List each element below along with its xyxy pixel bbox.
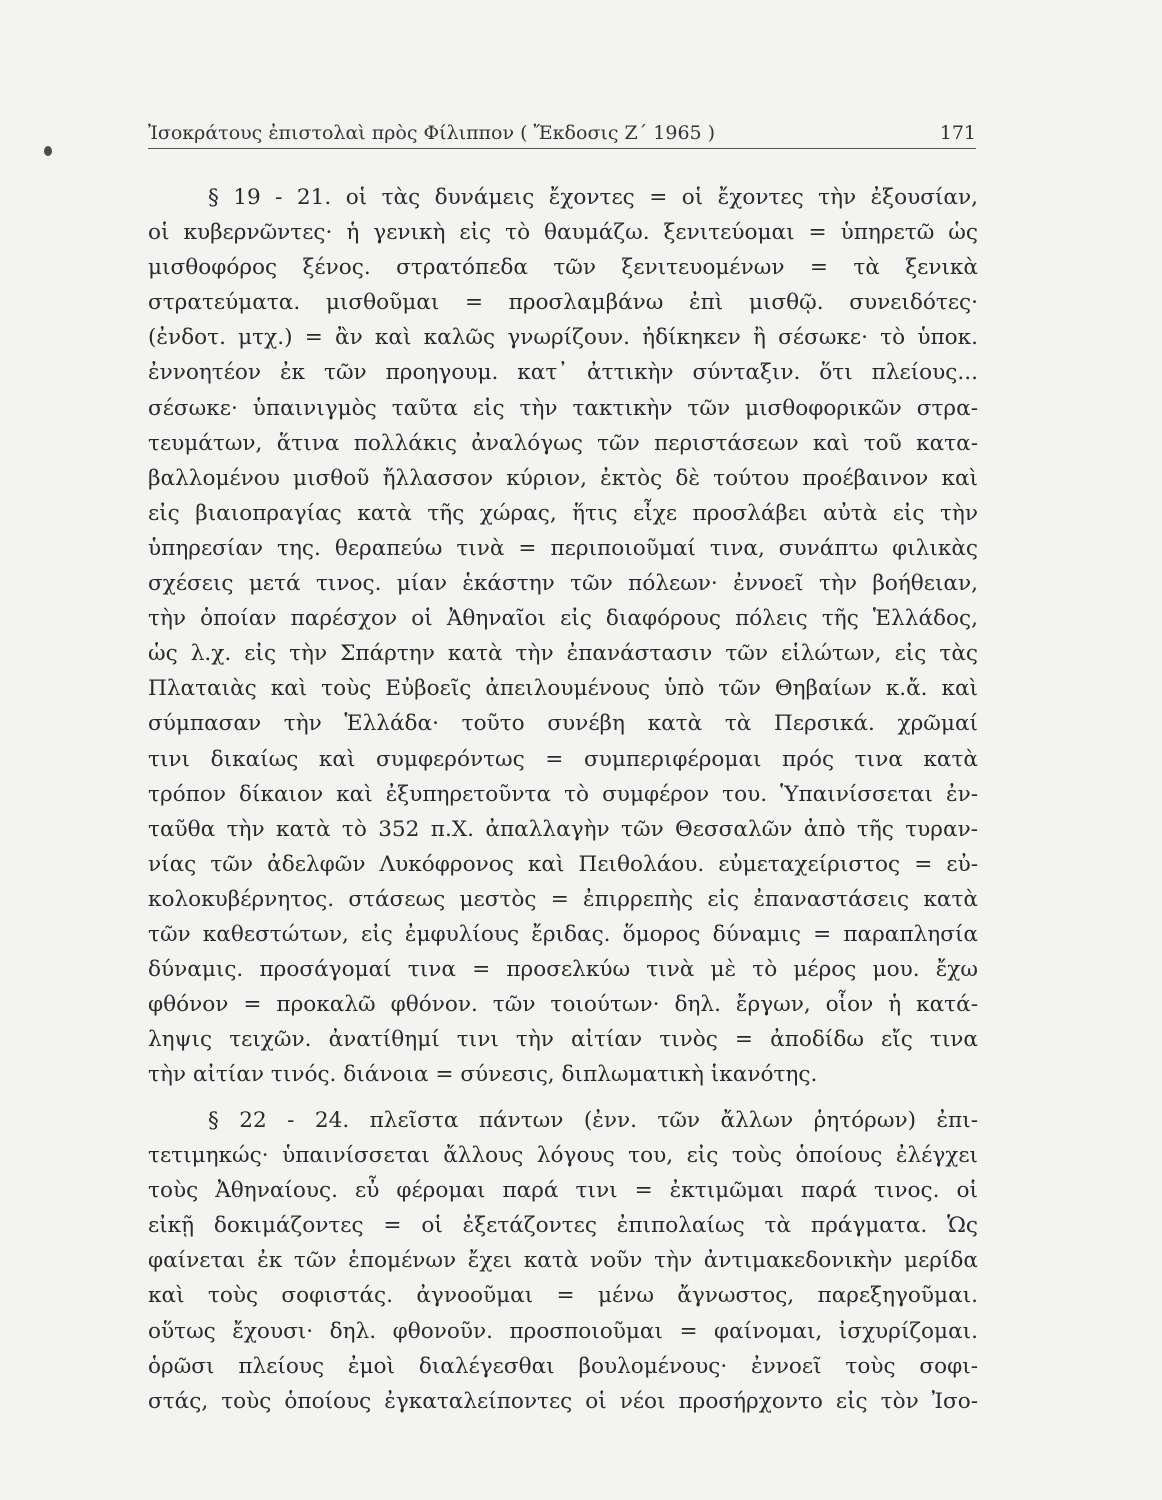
running-title: Ἰσοκράτους ἐπιστολαὶ πρὸς Φίλιππον ( Ἔκδοσις Ζ΄ 1965 ) bbox=[148, 122, 716, 144]
text-line: ἐννοητέον ἐκ τῶν προηγουμ. κατ᾽ ἀττικὴν σύνταξιν. ὅτι πλείους... bbox=[148, 360, 978, 386]
text-line: βαλλομένου μισθοῦ ἤλλασσον κύριον, ἐκτὸς δὲ τούτου προέβαινον καὶ bbox=[148, 465, 978, 491]
text-line: καὶ τοὺς σοφιστάς. ἀγνοοῦμαι = μένω ἄγνωστος, παρεξηγοῦμαι. bbox=[148, 1283, 978, 1309]
text-line: νίας τῶν ἀδελφῶν Λυκόφρονος καὶ Πειθολάου. εὐμεταχείριστος = εὐ- bbox=[148, 851, 978, 877]
running-header bbox=[148, 122, 976, 149]
margin-dot-icon bbox=[44, 146, 52, 156]
text-line: κολοκυβέρνητος. στάσεως μεστὸς = ἐπιρρεπὴς εἰς ἐπαναστάσεις κατὰ bbox=[148, 886, 978, 912]
text-line: εἰς βιαιοπραγίας κατὰ τῆς χώρας, ἥτις εἶχε προσλάβει αὐτὰ εἰς τὴν bbox=[148, 500, 978, 526]
text-line: ὁρῶσι πλείους ἐμοὶ διαλέγεσθαι βουλομένους· ἐννοεῖ τοὺς σοφι- bbox=[148, 1353, 978, 1379]
text-line: στάς, τοὺς ὁποίους ἐγκαταλείποντες οἱ νέοι προσήρχοντο εἰς τὸν Ἰσο- bbox=[148, 1388, 978, 1414]
text-line: ὑπηρεσίαν της. θεραπεύω τινὰ = περιποιοῦμαί τινα, συνάπτω φιλικὰς bbox=[148, 535, 978, 561]
text-line: τῶν καθεστώτων, εἰς ἐμφυλίους ἔριδας. ὅμορος δύναμις = παραπλησία bbox=[148, 921, 978, 947]
text-line: τὴν ὁποίαν παρέσχον οἱ Ἀθηναῖοι εἰς διαφόρους πόλεις τῆς Ἑλλάδος, bbox=[148, 606, 978, 632]
text-line: οἱ κυβερνῶντες· ἡ γενικὴ εἰς τὸ θαυμάζω. ξενιτεύομαι = ὑπηρετῶ ὡς bbox=[148, 220, 978, 246]
commentary-paragraph-19-21 bbox=[148, 180, 978, 1092]
text-line: σχέσεις μετά τινος. μίαν ἑκάστην τῶν πόλεων· ἐννοεῖ τὴν βοήθειαν, bbox=[148, 571, 978, 597]
text-line: § 19 - 21. οἱ τὰς δυνάμεις ἔχοντες = οἱ ἔχοντες τὴν ἐξουσίαν, bbox=[208, 185, 978, 210]
text-line: εἰκῇ δοκιμάζοντες = οἱ ἐξετάζοντες ἐπιπολαίως τὰ πράγματα. Ὡς bbox=[148, 1213, 978, 1239]
text-line: δύναμις. προσάγομαί τινα = προσελκύω τινὰ μὲ τὸ μέρος μου. ἔχω bbox=[148, 957, 978, 983]
text-line: φθόνον = προκαλῶ φθόνον. τῶν τοιούτων· δηλ. ἔργων, οἷον ἡ κατά- bbox=[148, 992, 978, 1018]
text-line: φαίνεται ἐκ τῶν ἑπομένων ἔχει κατὰ νοῦν τὴν ἀντιμακεδονικὴν μερίδα bbox=[148, 1248, 978, 1274]
text-line: § 22 - 24. πλεῖστα πάντων (ἐνν. τῶν ἄλλων ῥητόρων) ἐπι- bbox=[208, 1108, 978, 1133]
text-line: τετιμηκώς· ὑπαινίσσεται ἄλλους λόγους του, εἰς τοὺς ὁποίους ἐλέγχει bbox=[148, 1143, 978, 1169]
text-line: στρατεύματα. μισθοῦμαι = προσλαμβάνω ἐπὶ μισθῷ. συνειδότες· bbox=[148, 290, 978, 316]
text-line: ληψις τειχῶν. ἀνατίθημί τινι τὴν αἰτίαν τινὸς = ἀποδίδω εἴς τινα bbox=[148, 1027, 978, 1053]
text-line: τευμάτων, ἅτινα πολλάκις ἀναλόγως τῶν περιστάσεων καὶ τοῦ κατα- bbox=[148, 430, 978, 456]
text-line: μισθοφόρος ξένος. στρατόπεδα τῶν ξενιτευομένων = τὰ ξενικὰ bbox=[148, 255, 978, 281]
text-line: σέσωκε· ὑπαινιγμὸς ταῦτα εἰς τὴν τακτικὴν τῶν μισθοφορικῶν στρα- bbox=[148, 395, 978, 421]
text-line: τοὺς Ἀθηναίους. εὖ φέρομαι παρά τινι = ἐκτιμῶμαι παρά τινος. οἱ bbox=[148, 1178, 978, 1204]
commentary-paragraph-22-24 bbox=[148, 1103, 978, 1419]
page-number: 171 bbox=[939, 122, 976, 144]
text-line: τινι δικαίως καὶ συμφερόντως = συμπεριφέρομαι πρός τινα κατὰ bbox=[148, 746, 978, 772]
text-line: Πλαταιὰς καὶ τοὺς Εὐβοεῖς ἀπειλουμένους ὑπὸ τῶν Θηβαίων κ.ἄ. καὶ bbox=[148, 676, 978, 702]
text-line: (ἐνδοτ. μτχ.) = ἂν καὶ καλῶς γνωρίζουν. ἠδίκηκεν ἢ σέσωκε· τὸ ὑποκ. bbox=[148, 325, 978, 351]
text-line: οὕτως ἔχουσι· δηλ. φθονοῦν. προσποιοῦμαι = φαίνομαι, ἰσχυρίζομαι. bbox=[148, 1318, 978, 1344]
text-line: σύμπασαν τὴν Ἑλλάδα· τοῦτο συνέβη κατὰ τὰ Περσικά. χρῶμαί bbox=[148, 711, 978, 737]
text-line: ταῦθα τὴν κατὰ τὸ 352 π.Χ. ἀπαλλαγὴν τῶν Θεσσαλῶν ἀπὸ τῆς τυραν- bbox=[148, 816, 978, 842]
text-line: τὴν αἰτίαν τινός. διάνοια = σύνεσις, διπλωματικὴ ἱκανότης. bbox=[148, 1062, 818, 1088]
text-line: ὡς λ.χ. εἰς τὴν Σπάρτην κατὰ τὴν ἐπανάστασιν τῶν εἱλώτων, εἰς τὰς bbox=[148, 641, 978, 667]
text-line: τρόπον δίκαιον καὶ ἐξυπηρετοῦντα τὸ συμφέρον του. Ὑπαινίσσεται ἐν- bbox=[148, 781, 978, 807]
